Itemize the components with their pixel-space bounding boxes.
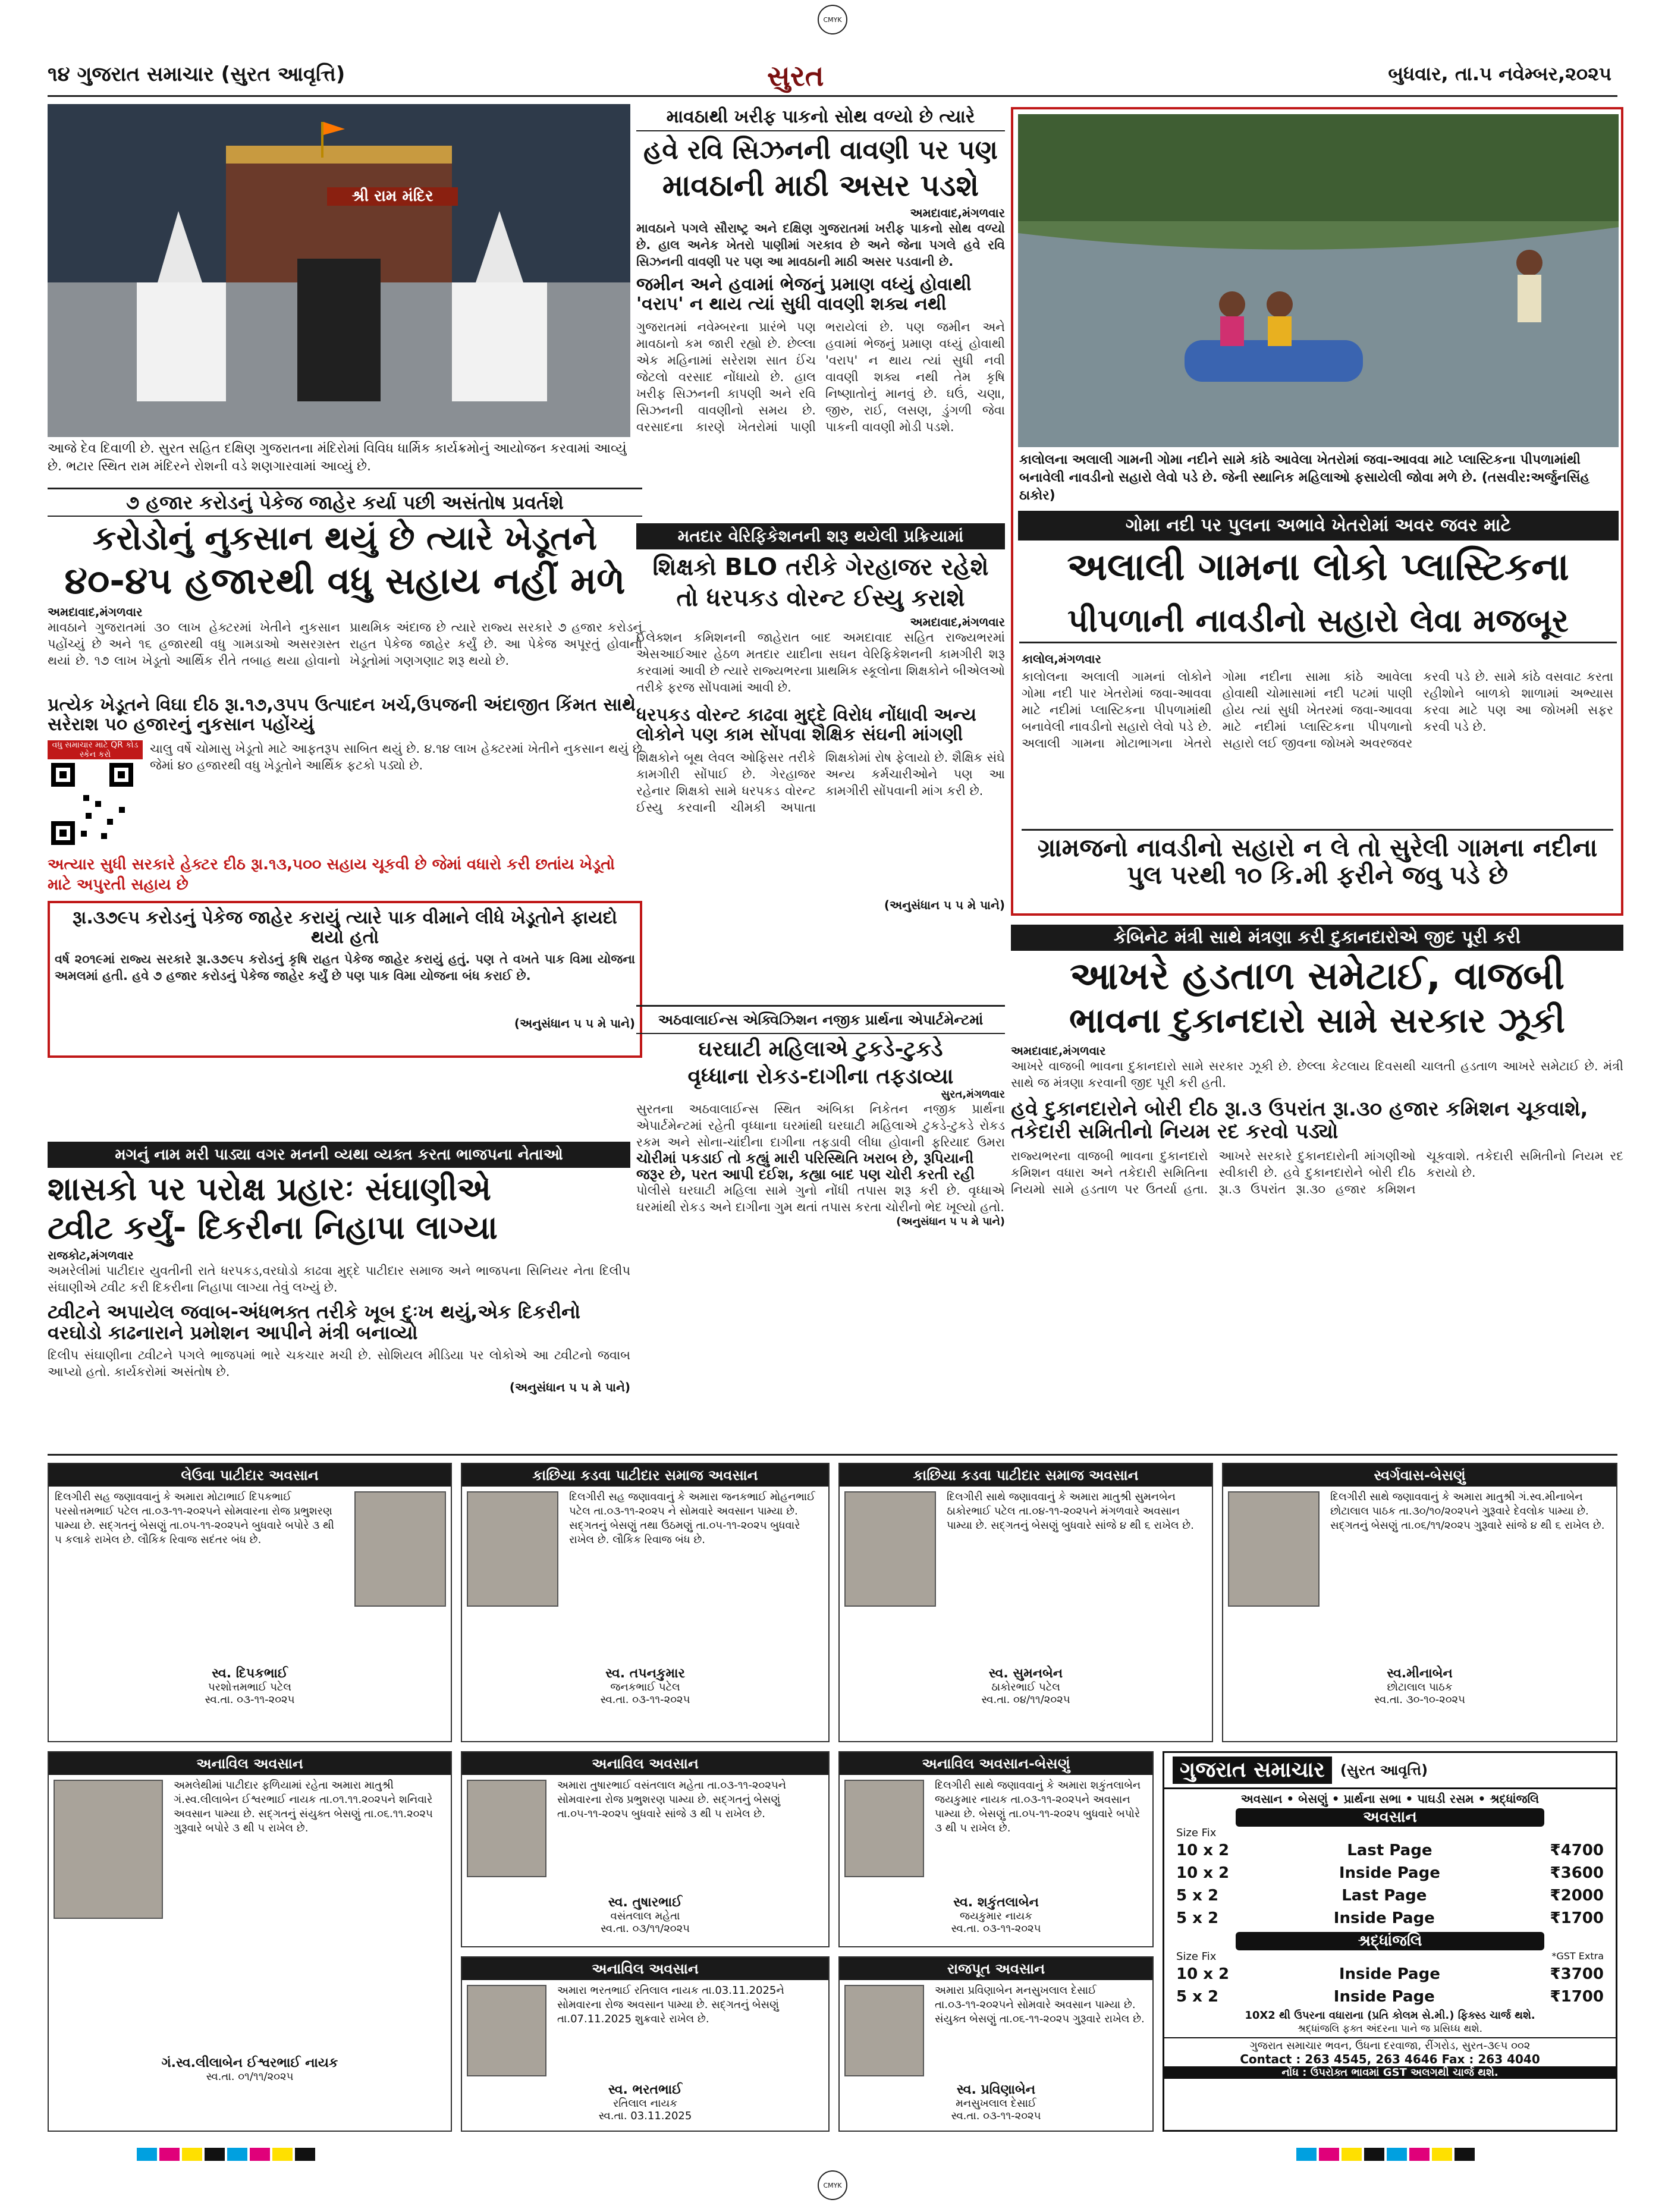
obit-card — [461, 1463, 830, 1742]
obit-date: સ્વ.તા. 03.11.2025 — [598, 2110, 692, 2122]
rate-page: Inside Page — [1339, 1965, 1440, 1983]
mavtha-intro: માવઠાને પગલે સૌરાષ્ટ્ર અને દક્ષિણ ગુજરાતમાં ખરીફ પાકનો સોથ વળ્યો છે. હાલ અનેક ખેતરો પાણીમાં ગરકાવ છે અને જેના પગલે હવે રવિ સિઝનની વાવણી પર પણ આ માવઠાની માઠી અસર પડવાની છે. — [636, 221, 1005, 269]
obit-name: સ્વ. દિપકભાઈ — [212, 1666, 288, 1681]
mavtha-body: ગુજરાતમાં નવેમ્બરના પ્રારંભે પણ માવઠાનો કમ જારી રહ્યો છે. છેલ્લા એક મહિનામાં સરેરાશ સાત ઈંચ જેટલો વરસાદ નોંધાયો છે. હાલ ખરીફ સિઝનની કાપણી અને રવિ સિઝનની વાવણીનો સમય છે. વરસાદના કારણે ખેતરોમાં પાણી ભરાયેલાં છે. પણ જમીન અને હવામાં ભેજનું પ્રમાણ વધ્યું હોવાથી 'વરાપ' ન થાય ત્યાં સુધી નવી વાવણી શક્ય નથી તેમ કૃષિ નિષ્ણાતોનું માનવું છે. ઘઉં, ચણા, જીરુ, રાઈ, લસણ, ડુંગળી જેવા પાકની વાવણી મોડી પડશે. — [636, 320, 1005, 435]
rate-price: ₹1700 — [1550, 1909, 1604, 1927]
obit-name: સ્વ. તપનકુમાર — [605, 1666, 685, 1681]
obit-portrait — [844, 1985, 924, 2076]
strike-headline-2: ભાવના દુકાનદારો સામે સરકાર ઝૂકી — [1069, 1000, 1565, 1041]
river-illustration — [1018, 114, 1619, 447]
obit-portrait — [467, 1491, 558, 1607]
rate-row — [1164, 1963, 1616, 1985]
boat-body: કાલોલના અલાલી ગામનાં લોકોને ગોમા નદી પાર ખેતરોમાં જવા-આવવા માટે નદીમાં પ્લાસ્ટિકના પીપળામાંથી બનાવેલી નાવડીનો સહારો લેવો પડે છે. અલાલી ગામના મોટાભાગના ખેતરો ગોમા નદીના સામા કાંઠે આવેલા હોવાથી ચોમાસામાં નદી પટમાં પાણી હોય ત્યાં સુધી ખેતરમાં જવા-આવવા માટે નદીમાં પ્લાસ્ટિકના પીપળાનો સહારો લઈ જીવના જોખમે અવરજવર કરવી પડે છે. સામે કાંઠે વસવાટ કરતા રહીશોને બાળકો શાળામાં અભ્યાસ કરવા માટે પણ આ જોખમી સફર કરવી પડે છે. — [1022, 670, 1613, 750]
robbery-continued: (અનુસંધાન પ ૫ મે પાને) — [896, 1215, 1005, 1228]
obit-card — [461, 1751, 830, 1947]
obit-text: અમલેથીમાં પાટીદાર ફળિયામાં રહેતા અમારા માતુશ્રી ગં.સ્વ.લીલાબેન ઈશ્વરભાઈ નાયક તા.૦૧.૧૧.૨૦૨૫ને શનિવારે અવસાન પામ્યા છે. સદ્ગતનું સંયુક્ત બેસણું તા.૦૬.૧૧.૨૦૨૫ ગુરૂવારે બપોરે ૩ થી ૫ રાખેલ છે. — [174, 1779, 433, 1834]
obit-card — [48, 1463, 452, 1742]
rate-card-contact: Contact : 263 4545, 263 4646 Fax : 263 4040 — [1240, 2052, 1540, 2066]
package-dateline: અમદાવાદ,મંગળવાર — [48, 604, 143, 619]
boat-headline-2: પીપળાની નાવડીનો સહારો લેવા મજબૂર — [1019, 603, 1617, 643]
boat-kicker: ગોમા નદી પર પુલના અભાવે ખેતરોમાં અવર જવર માટે — [1125, 515, 1512, 536]
bjp-body: અમરેલીમાં પાટીદાર યુવતીની રાતે ધરપકડ,વરઘોડો કાઢવા મુદ્દે પાટીદાર સમાજ અને ભાજપના સિનિયર નેતા દિલીપ સંઘાણીએ ટ્વીટ કરી દિકરીના નિહાપા લાગ્યા તેવું લખ્યું છે. — [48, 1263, 630, 1294]
teacher-kicker: મતદાર વેરિફિકેશનની શરૂ થયેલી પ્રક્રિયામાં — [636, 523, 1005, 549]
teacher-story — [636, 523, 1005, 999]
package-kicker: ૭ હજાર કરોડનું પેકેજ જાહેર કર્યા પછી અસંતોષ પ્રવર્તશે — [48, 488, 642, 517]
rate-price: ₹3700 — [1550, 1965, 1604, 1983]
obit-name: સ્વ. તુષારભાઈ — [608, 1895, 683, 1910]
package-headline-1: કરોડોનું નુકસાન થયું છે ત્યારે ખેડૂતને — [92, 519, 598, 558]
rate-page: Last Page — [1347, 1842, 1432, 1859]
robbery-dateline: સુરત,મંગળવાર — [941, 1088, 1005, 1101]
ads-divider — [48, 1454, 1617, 1456]
teacher-headline-2: તો ધરપકડ વોરન્ટ ઈસ્યુ કરાશે — [676, 585, 965, 612]
teacher-body-2: શિક્ષકોને બૂથ લેવલ ઓફિસર તરીકે કામગીરી સોંપાઈ છે. ગેરહાજર રહેનાર શિક્ષકો સામે ધરપકડ વોરન્ટ ઈસ્યુ કરવાની ચીમકી અપાતા શિક્ષકોમાં રોષ ફેલાયો છે. શૈક્ષિક સંઘે અન્ય કર્મચારીઓને પણ આ કામગીરી સોંપવાની માંગ કરી છે. — [636, 750, 1005, 815]
obit-card — [838, 1463, 1213, 1742]
obit-text: અમારા ભરતભાઈ રતિલાલ નાયક તા.03.11.2025ને સોમવારના રોજ અવસાન પામ્યા છે. સદ્ગતનું બેસણું તા.07.11.2025 શુક્રવારે રાખેલ છે. — [557, 1984, 784, 2025]
rate-card-categories: અવસાન • બેસણું • પ્રાર્થના સભા • પાઘડી રસમ • શ્રદ્ધાંજલિ — [1240, 1792, 1540, 1806]
rate-size: 5 x 2 — [1176, 1887, 1219, 1905]
gst-note: *GST Extra — [1551, 1950, 1604, 1962]
rate-card-edition: (સુરત આવૃત્તિ) — [1340, 1762, 1428, 1779]
section-title: સુરત — [767, 59, 824, 93]
strike-headline-1: આખરે હડતાળ સમેટાઈ, વાજબી — [1069, 954, 1565, 998]
package-box-headline: રૂા.૩૭૯૫ કરોડનું પેકેજ જાહેર કરાયું ત્યારે પાક વીમાને લીધે ખેડૂતોને ફાયદો થયો હતો — [73, 907, 617, 948]
rate-page: Inside Page — [1333, 1988, 1435, 2006]
page-number-edition: ૧૪ ગુજરાત સમાચાર (સુરત આવૃત્તિ) — [48, 62, 345, 86]
obit-subname: ઠાકોરભાઈ પટેલ — [991, 1681, 1060, 1693]
obit-text: દિલગીરી સાથે જણાવવાનું કે અમારા શકુંતલાબેન જયકુમાર નાયક તા.૦૩-૧૧-૨૦૨૫ને અવસાન પામ્યા છે. બેસણું તા.૦૫-૧૧-૨૦૨૫ બુધવારે બપોરે ૩ થી ૫ રાખેલ છે. — [935, 1779, 1141, 1834]
obit-title: કાછિયા કડવા પાટીદાર સમાજ અવસાન — [840, 1464, 1212, 1487]
robbery-headline-2: વૃધ્ધાના રોકડ-દાગીના તફડાવ્યા — [687, 1064, 954, 1089]
masthead — [0, 0, 1665, 93]
rate-size: 5 x 2 — [1176, 1988, 1219, 2006]
obit-title: અનાવિલ અવસાન-બેસણું — [840, 1752, 1152, 1775]
obit-title: સ્વર્ગવાસ-બેસણું — [1223, 1464, 1616, 1487]
rate-size: 10 x 2 — [1176, 1864, 1230, 1882]
obit-subname: પરશોત્તમભાઈ પટેલ — [208, 1681, 292, 1693]
package-story — [48, 488, 642, 1136]
obit-subname: છોટાલાલ પાઠક — [1387, 1681, 1453, 1693]
obit-subname: વસંતલાલ મહેતા — [610, 1910, 680, 1922]
obit-portrait — [354, 1491, 446, 1607]
river-feature-box — [1011, 107, 1623, 916]
bjp-headline-1: શાસકો પર પરોક્ષ પ્રહારઃ સંઘાણીએ — [48, 1170, 491, 1208]
bjp-subhead: ટ્વીટને અપાયેલ જવાબ-અંધભક્ત તરીકે ખૂબ દુઃખ થયું,એક દિકરીનો વરઘોડો કાઢનારાને પ્રમોશન આપીને મંત્રી બનાવ્યો — [48, 1300, 580, 1344]
obit-title: કાછિયા કડવા પાટીદાર સમાજ અવસાન — [462, 1464, 828, 1487]
temple-photo-block — [48, 104, 630, 485]
teacher-headline-1: શિક્ષકો BLO તરીકે ગેરહાજર રહેશે — [652, 554, 989, 581]
mavtha-headline-2: માવઠાની માઠી અસર પડશે — [662, 168, 979, 203]
obit-text: દિલગીરી સાથે જણાવવાનું કે અમારા માતુશ્રી સુમનબેન ઠાકોરભાઈ પટેલ તા.૦૪-૧૧-૨૦૨૫ને મંગળવારે અવસાન પામ્યા છે. સદ્ગતનું બેસણું બુધવારે સાંજે ૪ થી ૬ રાખેલ છે. — [947, 1491, 1194, 1532]
obit-portrait — [844, 1491, 936, 1607]
rate-size: 10 x 2 — [1176, 1965, 1230, 1983]
mavtha-story — [636, 104, 1005, 520]
obit-title: અનાવિલ અવસાન — [462, 1958, 828, 1980]
boat-dateline: કાલોલ,મંગળવાર — [1022, 652, 1101, 666]
rate-card-note-2: શ્રદ્ધાંજલિ ફક્ત અંદરના પાને જ પ્રસિધ્ધ થશે. — [1297, 2023, 1483, 2035]
obit-date: સ્વ.તા. ૦૩-૧૧-૨૦૨૫ — [951, 1922, 1041, 1935]
teacher-subhead: ધરપકડ વોરન્ટ કાઢવા મુદ્દે વિરોધ નોંધાવી અન્ય લોકોને પણ કામ સોંપવા શૈક્ષિક સંઘની માંગણી — [636, 705, 976, 745]
package-continued: (અનુસંધાન પ ૫ મે પાને) — [514, 1016, 635, 1030]
bjp-body-2: દિલીપ સંઘાણીના ટ્વીટને પગલે ભાજપમાં ભારે ચકચાર મચી છે. સોશિયલ મીડિયા પર લોકોએ આ ટ્વીટનો જવાબ આપ્યો હતો. કાર્યકરોમાં અસંતોષ છે. — [48, 1348, 630, 1380]
obit-card — [838, 1751, 1154, 1947]
rate-card-address: ગુજરાત સમાચાર ભવન, ઉધના દરવાજા, રીંગરોડ, સુરત-૩૯૫ ૦૦૨ — [1164, 2037, 1616, 2052]
obit-portrait — [54, 1780, 163, 1919]
rate-price: ₹2000 — [1550, 1887, 1604, 1905]
rate-row — [1164, 1884, 1616, 1907]
obit-name: સ્વ. ભરતભાઈ — [608, 2082, 683, 2097]
obit-title: રાજપૂત અવસાન — [840, 1958, 1152, 1980]
rate-card-section-2: શ્રદ્ધાંજલિ — [1236, 1932, 1544, 1950]
obit-date: સ્વ.તા. ૦૩-૧૧-૨૦૨૫ — [951, 2110, 1041, 2122]
qr-block[interactable] — [48, 740, 143, 851]
rate-price: ₹4700 — [1550, 1842, 1604, 1859]
robbery-story — [636, 1005, 1005, 1284]
mavtha-dateline: અમદાવાદ,મંગળવાર — [910, 206, 1005, 221]
robbery-kicker: અઠવાલાઈન્સ એક્વિઝિશન નજીક પ્રાર્થના એપાર્ટમેન્ટમાં — [636, 1005, 1005, 1034]
rate-card-footer-note: નોંધ : ઉપરોક્ત ભાવમાં GST અલગથી ચાર્જ થશે. — [1164, 2066, 1616, 2079]
obit-text: દિલગીરી સહ જણાવવાનું કે અમારા જનકભાઈ મોહનભાઈ પટેલ તા.૦૩-૧૧-૨૦૨૫ ને સોમવારે અવસાન પામ્યા છે. સદ્ગતનું બેસણું તથા ઉઠમણું તા.૦૫-૧૧-૨૦૨૫ બુધવારે રાખેલ છે. લૌકિક રિવાજ બંધ છે. — [569, 1491, 816, 1546]
obit-title: અનાવિલ અવસાન — [49, 1752, 451, 1775]
rate-price: ₹3600 — [1550, 1864, 1604, 1882]
rate-size: 5 x 2 — [1176, 1909, 1219, 1927]
obit-portrait — [844, 1780, 924, 1877]
strike-body: આખરે વાજબી ભાવના દુકાનદારો સામે સરકાર ઝૂકી છે. છેલ્લા કેટલાય દિવસથી ચાલતી હડતાળ આખરે સમેટાઈ છે. મંત્રી સાથે જ મંત્રણા કરવાની જીદ પૂરી કરી હતી. — [1011, 1059, 1623, 1091]
strike-story — [1011, 925, 1623, 1281]
strike-kicker: કેબિનેટ મંત્રી સાથે મંત્રણા કરી દુકાનદારોએ જીદ પૂરી કરી — [1011, 925, 1623, 951]
bjp-dateline: રાજકોટ,મંગળવાર — [48, 1248, 134, 1262]
package-box — [48, 901, 642, 1058]
obit-date: સ્વ.તા. ૦૩-૧૧-૨૦૨૫ — [600, 1693, 690, 1706]
obit-date: સ્વ.તા. ૩૦-૧૦-૨૦૨૫ — [1374, 1693, 1465, 1706]
boat-headline-1: અલાલી ગામના લોકો પ્લાસ્ટિકના — [1067, 545, 1569, 589]
obit-date: સ્વ.તા. ૦૩-૧૧-૨૦૨૫ — [205, 1693, 295, 1706]
mavtha-headline-1: હવે રવિ સિઝનની વાવણી પર પણ — [643, 135, 998, 165]
mavtha-kicker: માવઠાથી ખરીફ પાકનો સોથ વળ્યો છે ત્યારે — [636, 104, 1005, 131]
obit-name: સ્વ. સુમનબેન — [988, 1666, 1063, 1681]
strike-dateline: અમદાવાદ,મંગળવાર — [1011, 1044, 1106, 1058]
rate-card-note: 10X2 થી ઉપરના વધારાના (પ્રતિ કોલમ સે.મી.) ફિક્સ્ડ ચાર્જ થશે. — [1245, 2009, 1535, 2022]
obit-name: સ્વ.મીનાબેન — [1387, 1666, 1453, 1681]
size-fix-label: Size Fix — [1176, 1950, 1217, 1963]
rate-card — [1163, 1751, 1617, 2132]
issue-date: બુધવાર, તા.૫ નવેમ્બર,૨૦૨૫ — [1388, 62, 1611, 85]
strike-subhead: હવે દુકાનદારોને બોરી દીઠ રૂા.૩ ઉપરાંત રૂા.૩૦ હજાર કમિશન ચૂકવાશે, તકેદારી સમિતીનો નિયમ રદ કરવો પડ્યો — [1011, 1097, 1588, 1143]
rate-row — [1164, 1839, 1616, 1862]
obit-card — [1222, 1463, 1617, 1742]
package-box-body: વર્ષ ૨૦૧૯માં રાજ્ય સરકારે રૂા.૩૭૯૫ કરોડનું કૃષિ રાહત પેકેજ જાહેર કરાયું હતું. પણ તે વખતે પાક વિમા યોજના અમલમાં હતી. હવે ૭ હજાર કરોડનું પેકેજ જાહેર કર્યું છે પણ પાક વિમા યોજના બંધ કરાઈ છે. — [55, 951, 635, 983]
boat-quote: ગ્રામજનો નાવડીનો સહારો ન લે તો સુરેલી ગામના નદીના પુલ પરથી ૧૦ કિ.મી ફરીને જવુ પડે છે — [1022, 829, 1613, 889]
temple-sign: શ્રી રામ મંદિર — [327, 187, 458, 206]
package-headline-2: ૪૦-૪૫ હજારથી વધુ સહાય નહીં મળે — [64, 558, 626, 602]
teacher-body: ઈલેક્શન કમિશનની જાહેરાત બાદ અમદાવાદ સહિત રાજ્યભરમાં એસઆઈઆર હેઠળ મતદાર યાદીના સઘન વેરિફિકેશનની કામગીરી શરૂ કરવામાં આવી છે ત્યારે રાજ્યભરના પ્રાથમિક સ્કૂલોના શિક્ષકોને બીએલઓ તરીકે ફરજ સોંપવામાં આવી છે. — [636, 630, 1005, 695]
obit-name: ગં.સ્વ.લીલાબેન ઈશ્વરભાઈ નાયક — [161, 2056, 338, 2070]
obit-portrait — [1228, 1491, 1320, 1607]
rate-table-2 — [1164, 1963, 1616, 2008]
temple-illustration — [48, 104, 630, 437]
rate-table-1 — [1164, 1839, 1616, 1930]
obit-text: દિલગીરી સાથે જણાવવાનું કે અમારા માતુશ્રી ગં.સ્વ.મીનાબેન છોટાલાલ પાઠક તા.૩૦/૧૦/૨૦૨૫ને ગુરૂવારે દેવલોક પામ્યા છે. સદ્ગતનું બેસણું તા.૦૬/૧૧/૨૦૨૫ ગુરૂવારે સાંજે ૪ થી ૬ રાખેલ છે. — [1330, 1491, 1605, 1532]
robbery-subhead: ચોરીમાં પકડાઈ તો કહ્યું મારી પરિસ્થિતિ ખરાબ છે, રૂપિયાની જરૂર છે, પરત આપી દઈશ, કહ્યા બાદ પણ ચોરી કરતી રહી — [636, 1150, 975, 1183]
rate-card-section-1: અવસાન — [1236, 1808, 1544, 1827]
registration-mark-bottom: CMYK — [818, 2170, 847, 2200]
obit-card — [838, 1956, 1154, 2132]
obit-text: અમારા તુષારભાઈ વસંતલાલ મહેતા તા.૦૩-૧૧-૨૦૨૫ને સોમવારના રોજ પ્રભુશરણ પામ્યા છે. સદ્ગતનું બેસણું તા.૦૫-૧૧-૨૦૨૫ બુધવારે સાંજે ૩ થી ૫ રાખેલ છે. — [557, 1779, 787, 1820]
qr-code-icon — [48, 759, 137, 849]
color-bar-left — [137, 2148, 318, 2163]
teacher-continued: (અનુસંધાન પ ૫ મે પાને) — [884, 898, 1005, 912]
obit-date: સ્વ.તા. ૦૪/૧૧/૨૦૨૫ — [981, 1693, 1070, 1706]
qr-label: વધુ સમાચાર માટે QR કોડ સ્કેન કરો — [48, 740, 143, 759]
strike-body-2: રાજ્યભરના વાજબી ભાવના દુકાનદારો કમિશન વધારા અને તકેદારી સમિતિના નિયમો સામે હડતાળ પર ઉતર્યા હતા. આખરે સરકારે દુકાનદારોની માંગણીઓ સ્વીકારી છે. હવે દુકાનદારોને બોરી દીઠ રૂા.૩ ઉપરાંત રૂા.૩૦ હજાર કમિશન ચૂકવાશે. તકેદારી સમિતીનો નિયમ રદ કરાયો છે. — [1011, 1148, 1623, 1196]
river-photo — [1018, 114, 1619, 447]
package-subhead: પ્રત્યેક ખેડૂતને વિઘા દીઠ રૂા.૧૭,૩૫૫ ઉત્પાદન ખર્ચ,ઉપજની અંદાજીત કિંમત સાથે સરેરાશ ૫૦ હજારનું નુકસાન પહોંચ્યું — [48, 694, 636, 735]
rate-row — [1164, 1862, 1616, 1884]
boat-kicker-bar — [1018, 511, 1619, 541]
rate-page: Inside Page — [1339, 1864, 1440, 1882]
bjp-kicker: મગનું નામ મરી પાડ્યા વગર મનની વ્યથા વ્યક્ત કરતા ભાજપના નેતાઓ — [48, 1142, 630, 1168]
obit-text: અમારા પ્રવિણાબેન મનસુખલાલ દેસાઈ તા.૦૩-૧૧-૨૦૨૫ને સોમવારે અવસાન પામ્યા છે. સંયુક્ત બેસણું તા.૦૬-૧૧-૨૦૨૫ ગુરૂવારે રાખેલ છે. — [935, 1984, 1145, 2025]
obit-card — [48, 1751, 452, 2132]
rate-size: 10 x 2 — [1176, 1842, 1230, 1859]
bjp-headline-2: ટ્વીટ કર્યું- દિકરીના નિહાપા લાગ્યા — [48, 1209, 498, 1247]
bjp-continued: (અનુસંધાન પ ૫ મે પાને) — [509, 1380, 630, 1395]
registration-mark: CMYK — [818, 5, 847, 34]
obit-name: સ્વ. પ્રવિણાબેન — [956, 2082, 1036, 2097]
package-body: માવઠાને ગુજરાતમાં ૩૦ લાખ હેક્ટરમાં ખેતીને નુકસાન પહોંચ્યું છે અને ૧૬ હજારથી વધુ ગામડાઓ અસરગ્રસ્ત થયાં છે. ૧૭ લાખ ખેડૂતો આર્થિક રીતે તબાહ થયા હોવાનો પ્રાથમિક અંદાજ છે ત્યારે રાજ્ય સરકારે ૭ હજાર કરોડનું રાહત પેકેજ જાહેર કર્યું છે. આ પેકેજ અપૂરતું હોવાનો ખેડૂતોમાં ગણગણાટ શરૂ થયો છે. — [48, 620, 642, 668]
rate-row — [1164, 1907, 1616, 1930]
obit-subname: જનકભાઈ પટેલ — [610, 1681, 680, 1693]
package-body-2: ચાલુ વર્ષે ચોમાસુ ખેડૂતો માટે આફતરૂપ સાબિત થયું છે. ૪.૧૪ લાખ હેક્ટરમાં ખેતીને નુકસાન થયું છે જેમાં ૪૦ હજારથી વધુ ખેડૂતોને આર્થિક ફટકો પડ્યો છે. — [150, 741, 642, 772]
rate-page: Inside Page — [1333, 1909, 1435, 1927]
obit-portrait — [467, 1985, 546, 2076]
robbery-body-2: પોલીસે ઘરઘાટી મહિલા સામે ગુનો નોંધી તપાસ શરૂ કરી છે. વૃધ્ધાએ ઘરમાંથી રોકડ અને દાગીના ગુમ થતાં તપાસ કરતા ચોરીનો ભેદ ખૂલ્યો હતો. — [636, 1183, 1005, 1214]
rate-card-brand: ગુજરાત સમાચાર — [1173, 1757, 1332, 1784]
obit-date: સ્વ.તા. ૦૩/૧૧/૨૦૨૫ — [600, 1922, 690, 1935]
obit-name: સ્વ. શકુંતલાબેન — [953, 1895, 1039, 1910]
obit-subname: રતિલાલ નાયક — [613, 2097, 677, 2110]
obit-subname: જયકુમાર નાયક — [960, 1910, 1032, 1922]
package-red-sub: અત્યાર સુધી સરકારે હેક્ટર દીઠ રૂા.૧૩,૫૦૦ સહાય ચૂકવી છે જેમાં વધારો કરી છતાંય ખેડૂતો માટે અપુરતી સહાય છે — [48, 855, 615, 894]
rate-row — [1164, 1985, 1616, 2008]
size-fix-label: Size Fix — [1176, 1827, 1217, 1839]
obit-subname: મનસુખલાલ દેસાઈ — [956, 2097, 1036, 2110]
rate-price: ₹1700 — [1550, 1988, 1604, 2006]
obit-text: દિલગીરી સહ જણાવવાનું કે અમારા મોટાભાઈ દિપકભાઈ પરસોત્તમભાઈ પટેલ તા.૦૩-૧૧-૨૦૨૫ને સોમવારના રોજ પ્રભુશરણ પામ્યા છે. સદ્ગતનું બેસણું તા.૦૫-૧૧-૨૦૨૫ને બુધવારે બપોરે ૩ થી ૫ કલાકે રાખેલ છે. લૌકિક રિવાજ સદંતર બંધ છે. — [55, 1491, 334, 1546]
robbery-headline-1: ઘરઘાટી મહિલાએ ટુકડે-ટુકડે — [698, 1037, 943, 1061]
color-bar-right — [1296, 2148, 1477, 2163]
mavtha-subhead: જમીન અને હવામાં ભેજનું પ્રમાણ વધ્યું હોવાથી 'વરાપ' ન થાય ત્યાં સુધી વાવણી શક્ય નથી — [636, 274, 972, 315]
teacher-dateline: અમદાવાદ,મંગળવાર — [910, 615, 1005, 629]
masthead-rule — [48, 95, 1617, 97]
obit-portrait — [467, 1780, 546, 1877]
obit-card — [461, 1956, 830, 2132]
obit-date: સ્વ.તા. ૦૧/૧૧/૨૦૨૫ — [206, 2070, 294, 2083]
rate-card-header — [1164, 1753, 1616, 1789]
obit-title: અનાવિલ અવસાન — [462, 1752, 828, 1775]
obit-title: લેઉવા પાટીદાર અવસાન — [49, 1464, 451, 1487]
river-caption: કાલોલના અલાલી ગામની ગોમા નદીને સામે કાંઠે આવેલા ખેતરોમાં જવા-આવવા માટે પ્લાસ્ટિકના પીપળામાંથી બનાવેલી નાવડીનો સહારો લેવો પડે છે. જેની સ્થાનિક મહિલાઓ ફસાયેલી જોવા મળે છે. (તસવીર:અર્જુનસિંહ ઠાકોર) — [1019, 453, 1590, 503]
bjp-story — [48, 1142, 630, 1451]
rate-page: Last Page — [1342, 1887, 1427, 1905]
robbery-body: સુરતના અઠવાલાઈન્સ સ્થિત અંબિકા નિકેતન નજીક પ્રાર્થના એપાર્ટમેન્ટમાં રહેતી વૃધ્ધાના ઘરમાંથી ઘરઘાટી મહિલાએ ટુકડે-ટુકડે રોકડ રકમ અને સોના-ચાંદીના દાગીના તફડાવી લીધા હોવાની ફરિયાદ ઉમરા — [636, 1102, 1005, 1150]
temple-photo — [48, 104, 630, 437]
temple-caption: આજે દેવ દિવાળી છે. સુરત સહિત દક્ષિણ ગુજરાતના મંદિરોમાં વિવિધ ધાર્મિક કાર્યક્રમોનું આયોજન કરવામાં આવ્યું છે. ભટાર સ્થિત રામ મંદિરને રોશની વડે શણગારવામાં આવ્યું છે. — [48, 441, 627, 474]
